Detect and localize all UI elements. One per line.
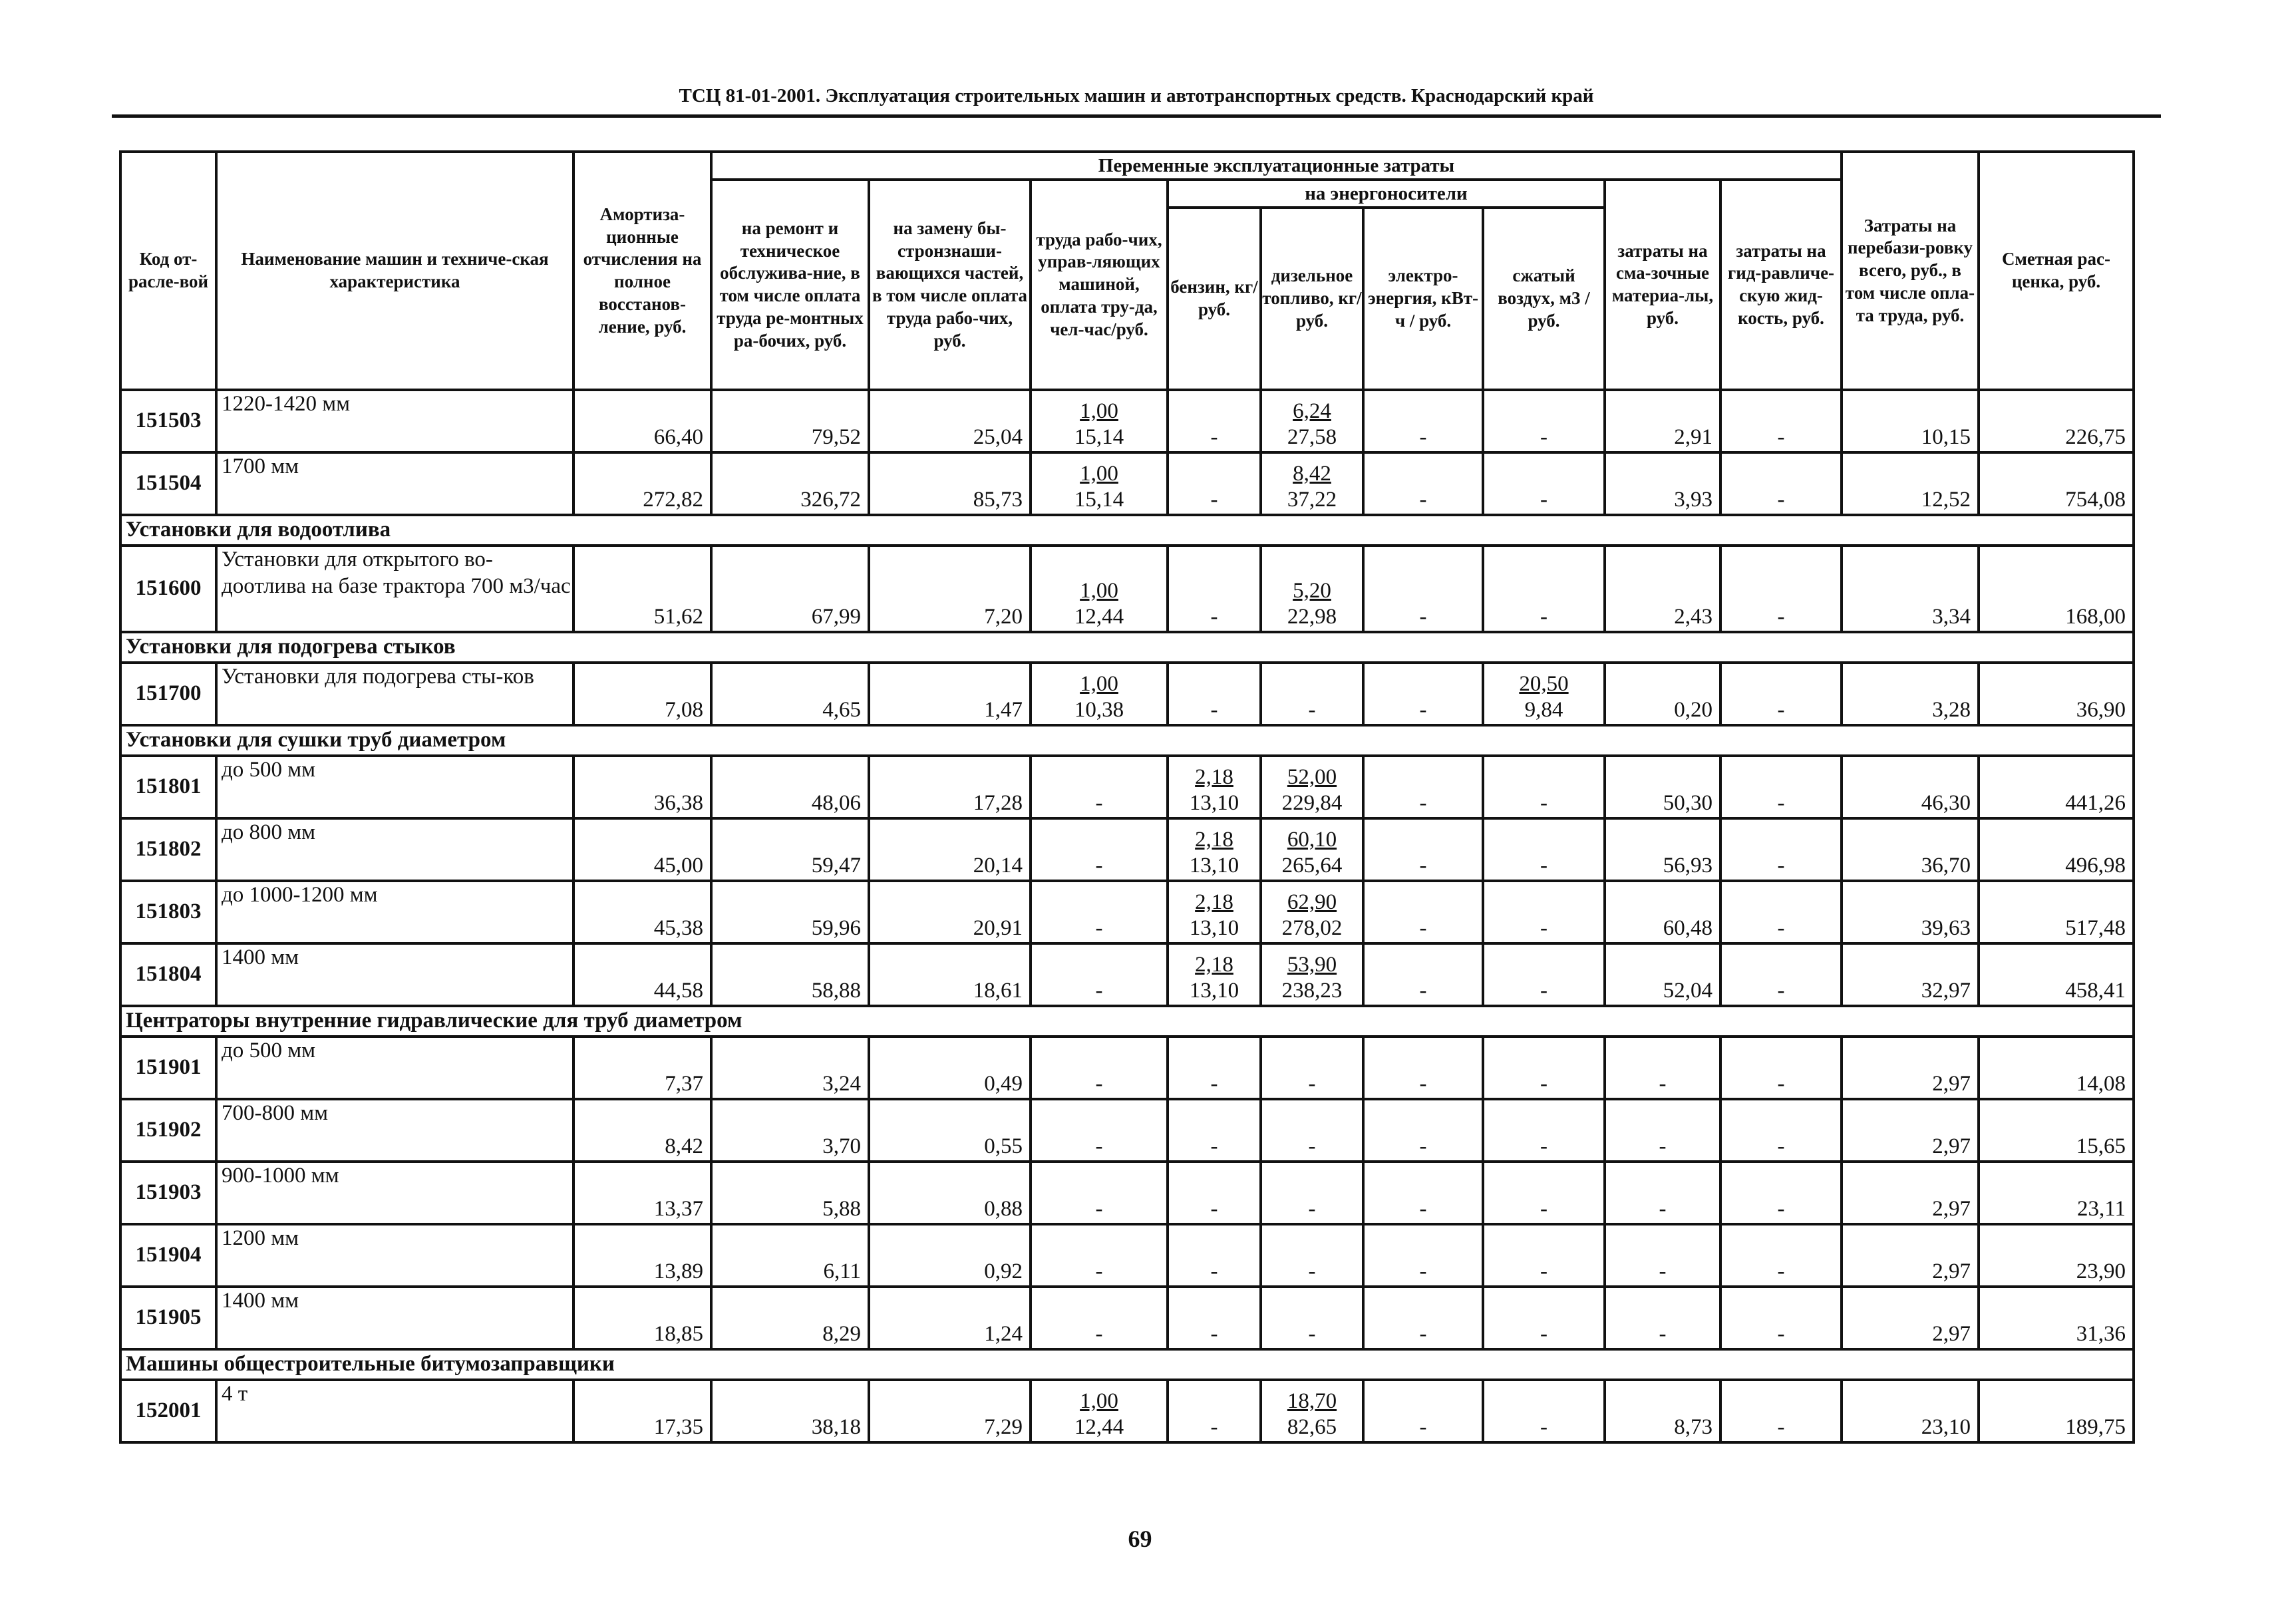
- cell-diesel: [1261, 756, 1363, 818]
- cell-air: -: [1483, 818, 1605, 881]
- cell-amort: 45,38: [573, 881, 711, 943]
- col-header-repair: на ремонт и техническое обслужива-ние, в том числе оплата труда ре-монтных ра-бочих, руб.: [711, 180, 869, 390]
- cell-amort: 13,89: [573, 1224, 711, 1287]
- table-row: [120, 1162, 2134, 1224]
- cell-electric: -: [1363, 1162, 1483, 1224]
- cell-bottom-value: 37,22: [1287, 488, 1337, 512]
- cell-diesel: [1261, 1380, 1363, 1442]
- cell-top-value: 2,18: [1195, 952, 1233, 977]
- cell-petrol: -: [1168, 452, 1261, 515]
- table-row: [120, 1224, 2134, 1287]
- table-row: [120, 663, 2134, 725]
- page-header: ТСЦ 81-01-2001. Эксплуатация строительных машин и автотранспортных средств. Краснодарский край: [679, 85, 1594, 106]
- cell-diesel: [1261, 546, 1363, 632]
- row-code: 151904: [120, 1224, 216, 1287]
- cell-price: 36,90: [1979, 663, 2134, 725]
- cell-labor: -: [1031, 943, 1168, 1006]
- col-header-air: сжатый воздух, м3 / руб.: [1483, 208, 1605, 390]
- cell-air: -: [1483, 943, 1605, 1006]
- cell-lubricant: 0,20: [1605, 663, 1720, 725]
- cell-replace: 85,73: [869, 452, 1031, 515]
- cell-labor: [1031, 663, 1168, 725]
- cell-replace: 1,24: [869, 1287, 1031, 1349]
- cell-price: 458,41: [1979, 943, 2134, 1006]
- cell-top-value: 8,42: [1293, 461, 1331, 486]
- cell-price: 15,65: [1979, 1099, 2134, 1162]
- col-header-electric: электро-энергия, кВт-ч / руб.: [1363, 208, 1483, 390]
- col-header-labor: труда рабо-чих, управ-ляющих машиной, оплата тру-да, чел-час/руб.: [1031, 180, 1168, 390]
- cell-diesel: -: [1261, 1099, 1363, 1162]
- cell-amort: 18,85: [573, 1287, 711, 1349]
- cell-relocation: 2,97: [1842, 1162, 1979, 1224]
- header-rule: [112, 114, 2161, 118]
- col-header-diesel: дизельное топливо, кг/руб.: [1261, 208, 1363, 390]
- cell-labor: [1031, 1380, 1168, 1442]
- cell-relocation: 2,97: [1842, 1037, 1979, 1099]
- cell-bottom-value: 15,14: [1074, 488, 1124, 512]
- cell-labor: -: [1031, 818, 1168, 881]
- cell-relocation: 3,28: [1842, 663, 1979, 725]
- cell-petrol: -: [1168, 1380, 1261, 1442]
- cell-replace: 25,04: [869, 390, 1031, 452]
- cell-top-value: 2,18: [1195, 764, 1233, 789]
- cell-bottom-value: 278,02: [1281, 916, 1343, 941]
- cell-air: [1483, 663, 1605, 725]
- cell-repair: 59,96: [711, 881, 869, 943]
- row-code: 151504: [120, 452, 216, 515]
- row-code: 151905: [120, 1287, 216, 1349]
- cell-bottom-value: 238,23: [1281, 979, 1343, 1003]
- cell-electric: -: [1363, 1224, 1483, 1287]
- section-title: Центраторы внутренние гидравлические для труб диаметром: [120, 1006, 2134, 1037]
- cell-relocation: 12,52: [1842, 452, 1979, 515]
- cell-bottom-value: 15,14: [1074, 425, 1124, 450]
- cell-repair: 59,47: [711, 818, 869, 881]
- cell-diesel: -: [1261, 663, 1363, 725]
- cell-price: 14,08: [1979, 1037, 2134, 1099]
- cell-relocation: 32,97: [1842, 943, 1979, 1006]
- section-title: Установки для подогрева стыков: [120, 632, 2134, 663]
- col-header-variable: Переменные эксплуатационные затраты: [711, 152, 1842, 180]
- cell-amort: 36,38: [573, 756, 711, 818]
- row-name: 1700 мм: [216, 452, 573, 515]
- rates-table: [119, 150, 2135, 1444]
- cell-top-value: 1,00: [1080, 1388, 1118, 1413]
- page-number: 69: [1128, 1526, 1152, 1552]
- table-row: [120, 1287, 2134, 1349]
- cell-petrol: [1168, 756, 1261, 818]
- cell-petrol: -: [1168, 1162, 1261, 1224]
- cell-labor: -: [1031, 1162, 1168, 1224]
- cell-relocation: 39,63: [1842, 881, 1979, 943]
- cell-lubricant: 50,30: [1605, 756, 1720, 818]
- cell-top-value: 1,00: [1080, 671, 1118, 696]
- cell-replace: 0,92: [869, 1224, 1031, 1287]
- cell-repair: 79,52: [711, 390, 869, 452]
- cell-price: 441,26: [1979, 756, 2134, 818]
- cell-lubricant: 2,43: [1605, 546, 1720, 632]
- cell-top-value: 60,10: [1287, 827, 1337, 852]
- cell-lubricant: -: [1605, 1287, 1720, 1349]
- row-name: 900-1000 мм: [216, 1162, 573, 1224]
- col-header-replace: на замену бы-стронзнаши-вающихся частей, в том числе оплата труда рабо-чих, руб.: [869, 180, 1031, 390]
- cell-petrol: -: [1168, 1037, 1261, 1099]
- row-code: 151803: [120, 881, 216, 943]
- cell-repair: 326,72: [711, 452, 869, 515]
- col-header-energy: на энергоносители: [1168, 180, 1605, 208]
- cell-top-value: 52,00: [1287, 764, 1337, 789]
- cell-lubricant: 52,04: [1605, 943, 1720, 1006]
- cell-top-value: 6,24: [1293, 399, 1331, 423]
- cell-price: 168,00: [1979, 546, 2134, 632]
- cell-lubricant: 60,48: [1605, 881, 1720, 943]
- cell-air: -: [1483, 1037, 1605, 1099]
- cell-top-value: 5,20: [1293, 578, 1331, 603]
- cell-labor: -: [1031, 1224, 1168, 1287]
- cell-replace: 20,91: [869, 881, 1031, 943]
- cell-relocation: 23,10: [1842, 1380, 1979, 1442]
- cell-labor: [1031, 452, 1168, 515]
- cell-hydraulic: -: [1720, 1099, 1842, 1162]
- col-header-name: Наименование машин и техниче-ская характеристика: [216, 152, 573, 390]
- cell-replace: 18,61: [869, 943, 1031, 1006]
- row-name: 1200 мм: [216, 1224, 573, 1287]
- cell-top-value: 53,90: [1287, 952, 1337, 977]
- cell-bottom-value: 27,58: [1287, 425, 1337, 450]
- table-row: [120, 546, 2134, 632]
- cell-repair: 48,06: [711, 756, 869, 818]
- cell-petrol: -: [1168, 663, 1261, 725]
- row-name: Установки для подогрева сты-ков: [216, 663, 573, 725]
- cell-labor: [1031, 390, 1168, 452]
- cell-air: -: [1483, 390, 1605, 452]
- cell-top-value: 18,70: [1287, 1388, 1337, 1413]
- cell-petrol: [1168, 881, 1261, 943]
- cell-price: 517,48: [1979, 881, 2134, 943]
- cell-petrol: [1168, 818, 1261, 881]
- cell-bottom-value: 265,64: [1281, 854, 1343, 878]
- section-title: Машины общестроительные битумозаправщики: [120, 1349, 2134, 1380]
- table-body: [120, 390, 2134, 1442]
- cell-hydraulic: -: [1720, 943, 1842, 1006]
- cell-labor: -: [1031, 1037, 1168, 1099]
- section-row: [120, 725, 2134, 756]
- row-code: 152001: [120, 1380, 216, 1442]
- col-header-relocation: Затраты на перебази-ровку всего, руб., в том числе опла-та труда, руб.: [1842, 152, 1979, 390]
- row-code: 151901: [120, 1037, 216, 1099]
- cell-bottom-value: 13,10: [1189, 916, 1239, 941]
- cell-hydraulic: -: [1720, 756, 1842, 818]
- cell-relocation: 2,97: [1842, 1224, 1979, 1287]
- table-row: [120, 943, 2134, 1006]
- cell-repair: 5,88: [711, 1162, 869, 1224]
- cell-repair: 38,18: [711, 1380, 869, 1442]
- cell-electric: -: [1363, 818, 1483, 881]
- row-name: 4 т: [216, 1380, 573, 1442]
- table-row: [120, 818, 2134, 881]
- cell-repair: 4,65: [711, 663, 869, 725]
- cell-air: -: [1483, 1224, 1605, 1287]
- cell-diesel: [1261, 943, 1363, 1006]
- cell-hydraulic: -: [1720, 1287, 1842, 1349]
- cell-diesel: [1261, 452, 1363, 515]
- cell-electric: -: [1363, 1287, 1483, 1349]
- cell-lubricant: -: [1605, 1162, 1720, 1224]
- cell-price: 754,08: [1979, 452, 2134, 515]
- cell-top-value: 1,00: [1080, 578, 1118, 603]
- col-header-hydraulic: затраты на гид-равличе-скую жид-кость, руб.: [1720, 180, 1842, 390]
- cell-bottom-value: 229,84: [1281, 791, 1343, 816]
- row-name: 1220-1420 мм: [216, 390, 573, 452]
- section-row: [120, 632, 2134, 663]
- cell-price: 189,75: [1979, 1380, 2134, 1442]
- cell-bottom-value: 9,84: [1524, 698, 1563, 723]
- cell-price: 226,75: [1979, 390, 2134, 452]
- cell-electric: -: [1363, 881, 1483, 943]
- cell-amort: 7,08: [573, 663, 711, 725]
- row-code: 151801: [120, 756, 216, 818]
- cell-electric: -: [1363, 756, 1483, 818]
- cell-labor: -: [1031, 756, 1168, 818]
- cell-amort: 51,62: [573, 546, 711, 632]
- col-header-price: Сметная рас-ценка, руб.: [1979, 152, 2134, 390]
- cell-top-value: 1,00: [1080, 399, 1118, 423]
- cell-air: -: [1483, 881, 1605, 943]
- row-name: до 500 мм: [216, 1037, 573, 1099]
- cell-replace: 20,14: [869, 818, 1031, 881]
- cell-petrol: -: [1168, 390, 1261, 452]
- cell-lubricant: 3,93: [1605, 452, 1720, 515]
- cell-electric: -: [1363, 943, 1483, 1006]
- cell-amort: 45,00: [573, 818, 711, 881]
- cell-amort: 13,37: [573, 1162, 711, 1224]
- cell-hydraulic: -: [1720, 1224, 1842, 1287]
- section-title: Установки для сушки труб диаметром: [120, 725, 2134, 756]
- cell-top-value: 2,18: [1195, 890, 1233, 914]
- col-header-lubricant: затраты на сма-зочные материа-лы, руб.: [1605, 180, 1720, 390]
- cell-price: 496,98: [1979, 818, 2134, 881]
- cell-electric: -: [1363, 1099, 1483, 1162]
- cell-hydraulic: -: [1720, 818, 1842, 881]
- cell-lubricant: -: [1605, 1037, 1720, 1099]
- cell-electric: -: [1363, 452, 1483, 515]
- section-row: [120, 1006, 2134, 1037]
- cell-bottom-value: 13,10: [1189, 979, 1239, 1003]
- cell-amort: 7,37: [573, 1037, 711, 1099]
- row-code: 151804: [120, 943, 216, 1006]
- cell-hydraulic: -: [1720, 881, 1842, 943]
- cell-hydraulic: -: [1720, 452, 1842, 515]
- cell-relocation: 2,97: [1842, 1099, 1979, 1162]
- cell-electric: -: [1363, 546, 1483, 632]
- cell-repair: 6,11: [711, 1224, 869, 1287]
- row-code: 151503: [120, 390, 216, 452]
- row-code: 151600: [120, 546, 216, 632]
- cell-air: -: [1483, 1162, 1605, 1224]
- cell-diesel: -: [1261, 1162, 1363, 1224]
- cell-hydraulic: -: [1720, 1380, 1842, 1442]
- col-header-code: Код от-расле-вой: [120, 152, 216, 390]
- cell-petrol: -: [1168, 1224, 1261, 1287]
- cell-relocation: 36,70: [1842, 818, 1979, 881]
- cell-repair: 8,29: [711, 1287, 869, 1349]
- cell-electric: -: [1363, 663, 1483, 725]
- table-header: [120, 152, 2134, 390]
- cell-diesel: [1261, 881, 1363, 943]
- cell-amort: 17,35: [573, 1380, 711, 1442]
- cell-amort: 8,42: [573, 1099, 711, 1162]
- row-code: 151903: [120, 1162, 216, 1224]
- cell-lubricant: 8,73: [1605, 1380, 1720, 1442]
- table-row: [120, 452, 2134, 515]
- cell-hydraulic: -: [1720, 390, 1842, 452]
- cell-diesel: -: [1261, 1037, 1363, 1099]
- cell-diesel: [1261, 818, 1363, 881]
- row-name: до 1000-1200 мм: [216, 881, 573, 943]
- cell-price: 31,36: [1979, 1287, 2134, 1349]
- table-row: [120, 390, 2134, 452]
- row-code: 151700: [120, 663, 216, 725]
- cell-repair: 67,99: [711, 546, 869, 632]
- cell-replace: 0,55: [869, 1099, 1031, 1162]
- cell-diesel: -: [1261, 1287, 1363, 1349]
- table-row: [120, 756, 2134, 818]
- cell-bottom-value: 82,65: [1287, 1415, 1337, 1440]
- cell-top-value: 62,90: [1287, 890, 1337, 914]
- cell-bottom-value: 13,10: [1189, 854, 1239, 878]
- row-name: 1400 мм: [216, 1287, 573, 1349]
- cell-price: 23,90: [1979, 1224, 2134, 1287]
- section-row: [120, 1349, 2134, 1380]
- row-name: 1400 мм: [216, 943, 573, 1006]
- cell-repair: 3,24: [711, 1037, 869, 1099]
- cell-petrol: -: [1168, 546, 1261, 632]
- cell-hydraulic: -: [1720, 1162, 1842, 1224]
- cell-lubricant: -: [1605, 1099, 1720, 1162]
- cell-labor: -: [1031, 1099, 1168, 1162]
- cell-lubricant: 56,93: [1605, 818, 1720, 881]
- table-row: [120, 881, 2134, 943]
- col-header-petrol: бензин, кг/руб.: [1168, 208, 1261, 390]
- cell-labor: -: [1031, 1287, 1168, 1349]
- cell-bottom-value: 13,10: [1189, 791, 1239, 816]
- cell-air: -: [1483, 1099, 1605, 1162]
- cell-air: -: [1483, 546, 1605, 632]
- row-name: до 500 мм: [216, 756, 573, 818]
- section-row: [120, 515, 2134, 546]
- cell-replace: 17,28: [869, 756, 1031, 818]
- cell-lubricant: -: [1605, 1224, 1720, 1287]
- section-title: Установки для водоотлива: [120, 515, 2134, 546]
- cell-relocation: 10,15: [1842, 390, 1979, 452]
- row-name: 700-800 мм: [216, 1099, 573, 1162]
- cell-petrol: [1168, 943, 1261, 1006]
- cell-replace: 0,49: [869, 1037, 1031, 1099]
- cell-bottom-value: 10,38: [1074, 698, 1124, 723]
- table-row: [120, 1037, 2134, 1099]
- cell-labor: -: [1031, 881, 1168, 943]
- cell-air: -: [1483, 1287, 1605, 1349]
- cell-labor: [1031, 546, 1168, 632]
- cell-air: -: [1483, 452, 1605, 515]
- cell-repair: 3,70: [711, 1099, 869, 1162]
- cell-replace: 0,88: [869, 1162, 1031, 1224]
- cell-top-value: 2,18: [1195, 827, 1233, 852]
- cell-diesel: -: [1261, 1224, 1363, 1287]
- row-name: до 800 мм: [216, 818, 573, 881]
- cell-hydraulic: -: [1720, 1037, 1842, 1099]
- table-row: [120, 1099, 2134, 1162]
- cell-amort: 272,82: [573, 452, 711, 515]
- cell-petrol: -: [1168, 1287, 1261, 1349]
- cell-diesel: [1261, 390, 1363, 452]
- cell-petrol: -: [1168, 1099, 1261, 1162]
- cell-lubricant: 2,91: [1605, 390, 1720, 452]
- cell-relocation: 46,30: [1842, 756, 1979, 818]
- cell-bottom-value: 12,44: [1074, 605, 1124, 629]
- cell-electric: -: [1363, 1037, 1483, 1099]
- cell-top-value: 20,50: [1519, 671, 1569, 696]
- cell-price: 23,11: [1979, 1162, 2134, 1224]
- cell-air: -: [1483, 1380, 1605, 1442]
- cell-bottom-value: 22,98: [1287, 605, 1337, 629]
- cell-electric: -: [1363, 390, 1483, 452]
- cell-replace: 1,47: [869, 663, 1031, 725]
- table-row: [120, 1380, 2134, 1442]
- col-header-amort: Амортиза-ционные отчисления на полное восстанов-ление, руб.: [573, 152, 711, 390]
- row-code: 151802: [120, 818, 216, 881]
- cell-air: -: [1483, 756, 1605, 818]
- cell-repair: 58,88: [711, 943, 869, 1006]
- cell-relocation: 2,97: [1842, 1287, 1979, 1349]
- cell-replace: 7,20: [869, 546, 1031, 632]
- cell-relocation: 3,34: [1842, 546, 1979, 632]
- cell-bottom-value: 12,44: [1074, 1415, 1124, 1440]
- row-name: Установки для открытого во-доотлива на базе трактора 700 м3/час: [216, 546, 573, 632]
- row-code: 151902: [120, 1099, 216, 1162]
- cell-amort: 66,40: [573, 390, 711, 452]
- cell-electric: -: [1363, 1380, 1483, 1442]
- cell-hydraulic: -: [1720, 546, 1842, 632]
- cell-amort: 44,58: [573, 943, 711, 1006]
- cell-hydraulic: -: [1720, 663, 1842, 725]
- cell-replace: 7,29: [869, 1380, 1031, 1442]
- cell-top-value: 1,00: [1080, 461, 1118, 486]
